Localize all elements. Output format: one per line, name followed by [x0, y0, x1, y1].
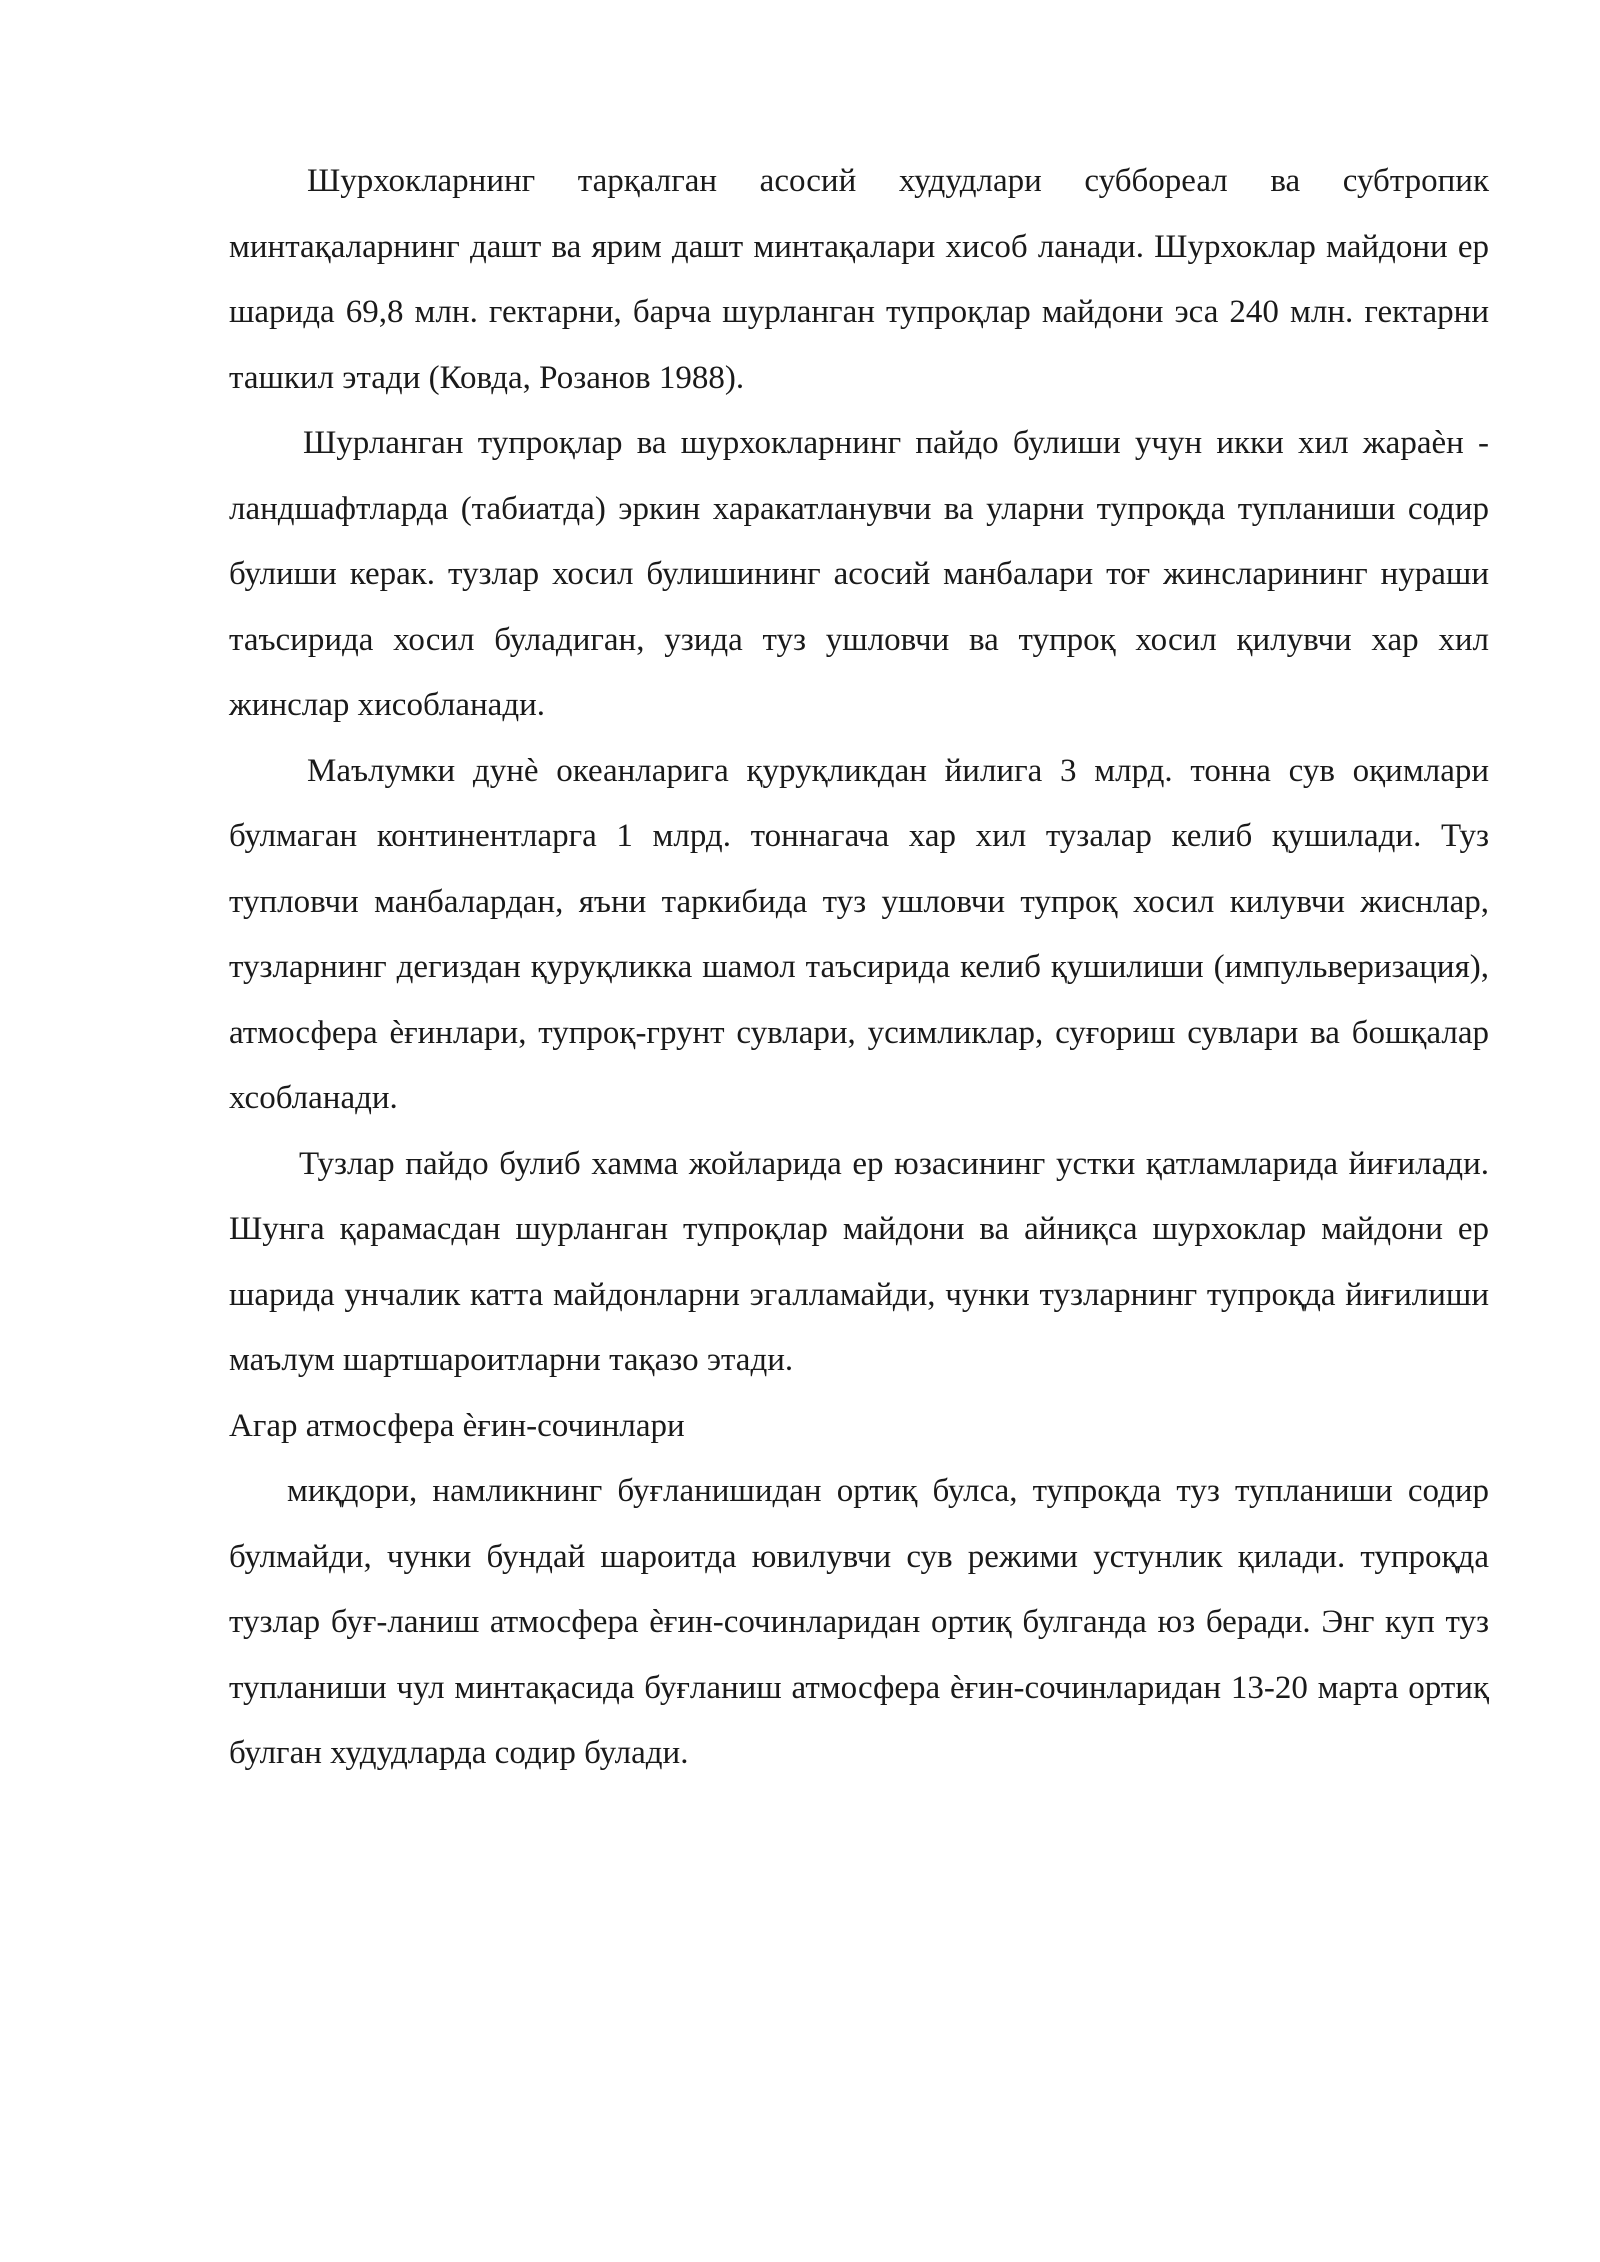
paragraph-1: Шурхокларнинг тарқалган асосий худудлари суббореал ва субтропик минтақаларнинг дашт ва ярим дашт минтақалари хисоб ланади. Шурхоклар майдони ер шарида 69,8 млн. гектарни, барча шурланган тупроқлар майдони эса 240 млн. гектарни ташкил этади (Ковда, Розанов 1988).: [229, 163, 1489, 396]
paragraph-3: Маълумки дунѐ океанларига қуруқликдан йилига 3 млрд. тонна сув оқимлари булмаган континентларга 1 млрд. тоннагача хар хил тузалар келиб қушилади. Туз тупловчи манбалардан, яъни таркибида туз ушловчи тупроқ хосил килувчи жиснлар, тузларнинг дегиздан қуруқликка шамол таъсирида келиб қушилиши (импульверизация), атмосфера ѐғинлари, тупроқ-грунт сувлари, усимликлар, суғориш сувлари ва бошқалар хсобланади.: [229, 752, 1489, 1116]
paragraph-2: Шурланган тупроқлар ва шурхокларнинг пайдо булиши учун икки хил жараѐн - ландшафтларда (табиатда) эркин харакатланувчи ва уларни тупроқда тупланиши содир булиши керак. тузлар хосил булишининг асосий манбалари тоғ жинсларининг нураши таъсирида хосил буладиган, узида туз ушловчи ва тупроқ хосил қилувчи хар хил жинслар хисобланади.: [229, 425, 1489, 723]
document-body: [229, 149, 1489, 1787]
paragraph-4-continuation: Агар атмосфера ѐғин-сочинлари: [229, 1407, 685, 1444]
paragraph-5: миқдори, намликнинг буғланишидан ортиқ булса, тупроқда туз тупланиши содир булмайди, чунки бундай шароитда ювилувчи сув режими устунлик қилади. тупроқда тузлар буғ-ланиш атмосфера ѐғин-сочинларидан ортиқ булганда юз беради. Энг куп туз тупланиши чул минтақасида буғланиш атмосфера ѐғин-сочинларидан 13-20 марта ортиқ булган худудларда содир булади.: [229, 1473, 1489, 1771]
paragraph-4: Тузлар пайдо булиб хамма жойларида ер юзасининг устки қатламларида йиғилади. Шунга қарамасдан шурланган тупроқлар майдони ва айниқса шурхоклар майдони ер шарида унчалик катта майдонларни эгалламайди, чунки тузларнинг тупроқда йиғилиши маълум шартшароитларни тақазо этади.: [229, 1145, 1489, 1378]
